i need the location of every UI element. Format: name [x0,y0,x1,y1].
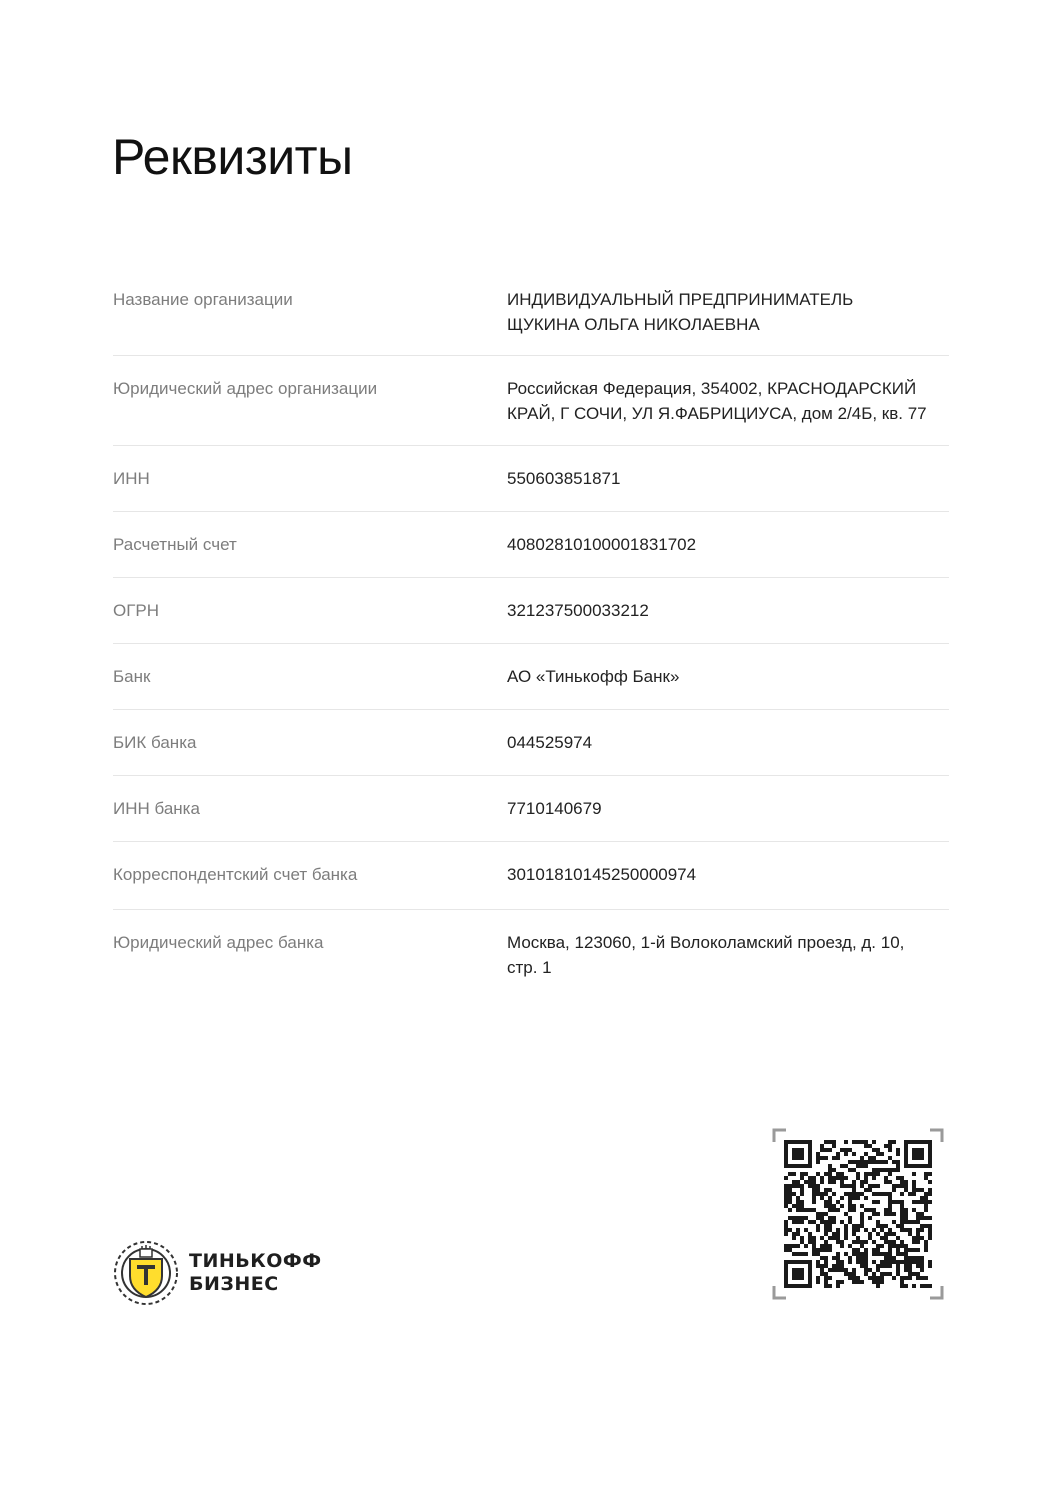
row-label: БИК банка [113,733,197,752]
tinkoff-business-logo [113,1240,322,1306]
row-value: 30101810145250000974 [507,865,697,884]
row-value: 321237500033212 [507,601,649,620]
row-value: 7710140679 [507,799,602,818]
qr-code-graphic [772,1128,944,1300]
row-value: 40802810100001831702 [507,535,697,554]
row-label: ИНН банка [113,799,200,818]
table-row [113,842,949,910]
row-value: Российская Федерация, 354002, КРАСНОДАРСКИЙ КРАЙ, Г СОЧИ, УЛ Я.ФАБРИЦИУСА, дом 2/4Б, кв. 77 [507,379,927,423]
row-value: ИНДИВИДУАЛЬНЫЙ ПРЕДПРИНИМАТЕЛЬ ЩУКИНА ОЛЬГА НИКОЛАЕВНА [507,290,854,334]
table-row [113,910,949,990]
tinkoff-crest-icon [113,1240,179,1306]
row-label: ОГРН [113,601,160,620]
qr-code-icon [772,1128,944,1300]
logo-line-2: БИЗНЕС [189,1273,279,1295]
table-row [113,578,949,644]
table-row [113,446,949,512]
page-title: Реквизиты [112,129,353,185]
row-label: ИНН [113,469,150,488]
row-value: 550603851871 [507,469,621,488]
row-label: Банк [113,667,151,686]
table-row [113,356,949,446]
row-value: АО «Тинькофф Банк» [507,667,680,686]
table-row [113,644,949,710]
table-row [113,270,949,356]
table-row [113,776,949,842]
table-row [113,512,949,578]
table-row [113,710,949,776]
row-label: Юридический адрес организации [113,379,378,398]
row-label: Расчетный счет [113,535,237,554]
logo-wordmark [189,1250,322,1296]
requisites-table [113,270,949,990]
logo-line-1: ТИНЬКОФФ [189,1250,322,1272]
row-label: Корреспондентский счет банка [113,865,358,884]
row-value: 044525974 [507,733,593,752]
row-label: Название организации [113,290,293,309]
row-label: Юридический адрес банка [113,933,324,952]
row-value: Москва, 123060, 1-й Волоколамский проезд, д. 10, стр. 1 [507,933,905,977]
